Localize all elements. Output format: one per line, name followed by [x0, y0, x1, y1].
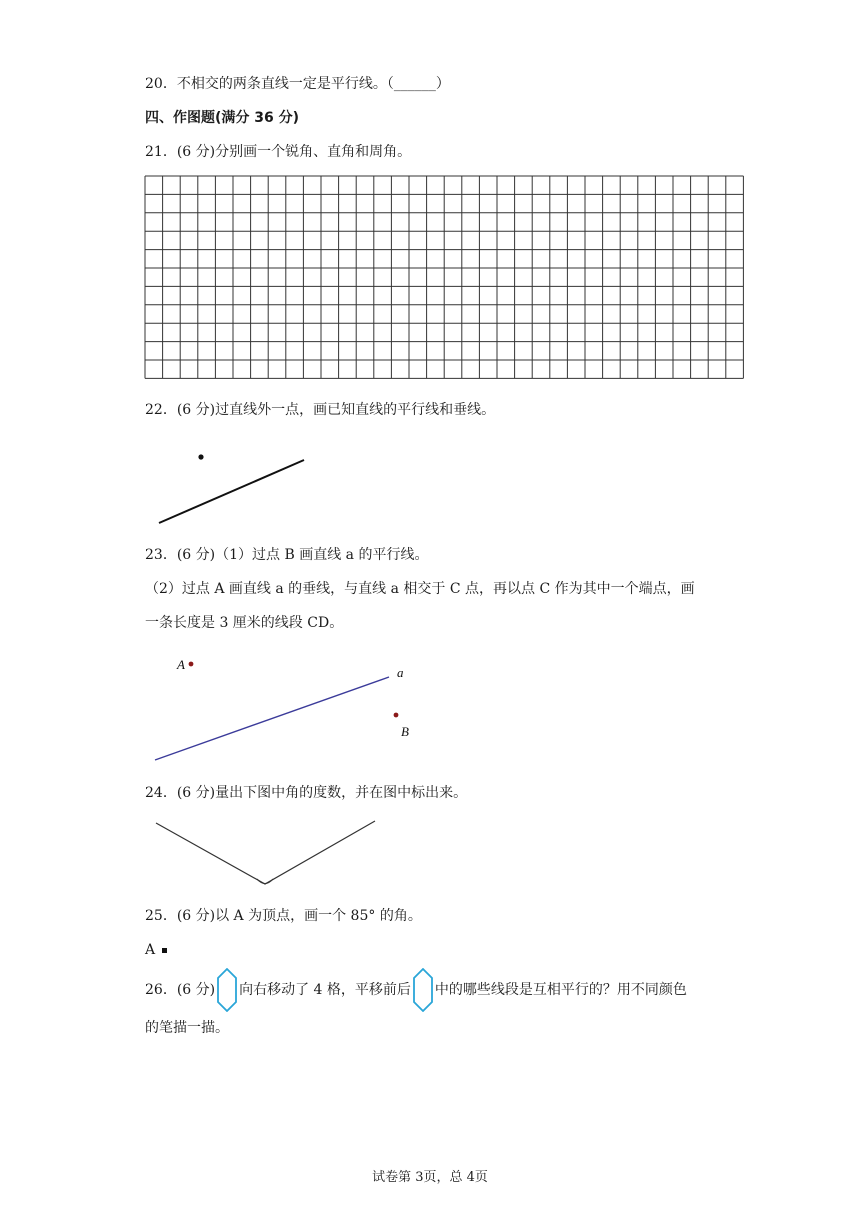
question-23-line1: 23．(6 分)（1）过点 B 画直线 a 的平行线。 [145, 547, 429, 563]
q22-figure [150, 445, 320, 535]
point-b [394, 713, 399, 718]
label-line-a: a [397, 665, 404, 680]
question-26-part3: 中的哪些线段是互相平行的？用不同颜色 [434, 982, 687, 998]
angle-sides [156, 821, 375, 884]
label-point-b: B [401, 724, 409, 739]
question-26-line1 [145, 968, 687, 1012]
label-point-a: A [177, 657, 185, 672]
question-23-line3: 一条长度是 3 厘米的线段 CD。 [145, 615, 344, 631]
point-a-dot [162, 948, 167, 953]
point-a-label: A [145, 942, 156, 958]
question-23-line2: （2）过点 A 画直线 a 的垂线，与直线 a 相交于 C 点，再以点 C 作为其中一个端点，画 [145, 581, 695, 597]
given-point [198, 454, 203, 459]
hexagon-shape-icon [217, 968, 237, 1012]
question-21: 21．(6 分)分别画一个锐角、直角和周角。 [145, 144, 412, 160]
question-26-part2: 向右移动了 4 格，平移前后 [239, 982, 411, 998]
grid-drawing-area[interactable] [144, 175, 748, 381]
angle-figure [150, 815, 385, 895]
point-a [189, 662, 194, 667]
question-22: 22．(6 分)过直线外一点，画已知直线的平行线和垂线。 [145, 402, 496, 418]
point-a-row [145, 940, 167, 960]
question-24: 24．(6 分)量出下图中角的度数，并在图中标出来。 [145, 785, 468, 801]
section-title: 四、作图题(满分 36 分) [145, 110, 300, 126]
question-26-line2: 的笔描一描。 [145, 1020, 229, 1036]
q23-figure [145, 650, 425, 765]
question-26-part1: 26．(6 分) [145, 982, 216, 998]
page-footer: 试卷第 3页，总 4页 [372, 1170, 488, 1185]
question-25: 25．(6 分)以 A 为顶点，画一个 85° 的角。 [145, 908, 422, 924]
given-line [159, 460, 304, 523]
angle-arc [257, 879, 273, 884]
line-a [155, 677, 389, 760]
question-20: 20．不相交的两条直线一定是平行线。（______） [145, 76, 450, 92]
hexagon-shape-icon [413, 968, 433, 1012]
